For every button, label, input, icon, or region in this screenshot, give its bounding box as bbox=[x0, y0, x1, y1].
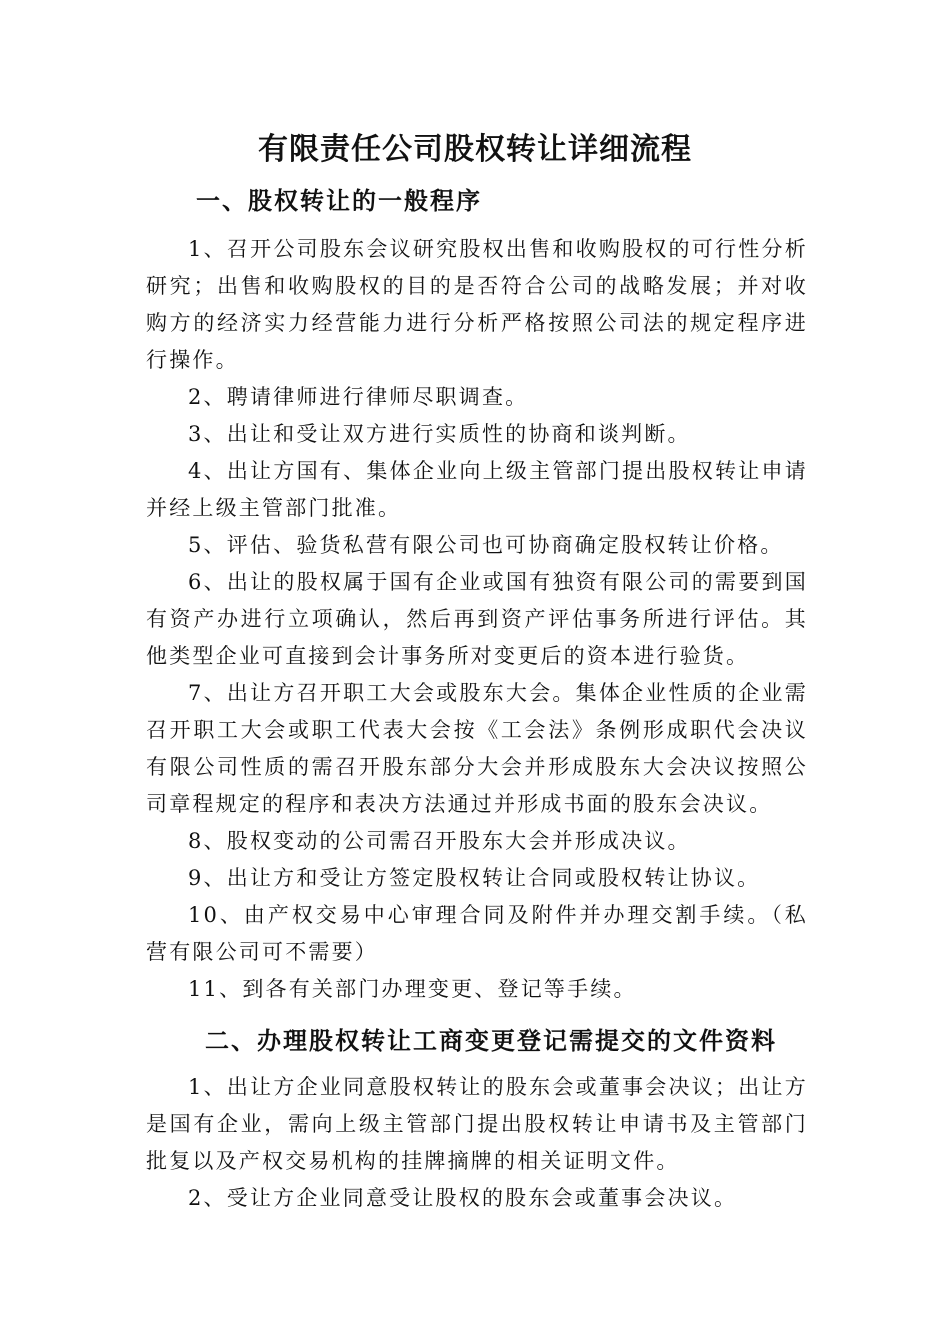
section-2-body bbox=[146, 1069, 808, 1217]
document-title: 有限责任公司股权转让详细流程 bbox=[258, 132, 692, 167]
section-1-body bbox=[146, 231, 808, 1008]
paragraph: 8、股权变动的公司需召开股东大会并形成决议。 bbox=[188, 829, 691, 853]
paragraph: 5、评估、验货私营有限公司也可协商确定股权转让价格。 bbox=[188, 533, 784, 557]
paragraph: 3、出让和受让双方进行实质性的协商和谈判断。 bbox=[188, 422, 691, 446]
paragraph: 10、由产权交易中心审理合同及附件并办理交割手续。（私营有限公司可不需要） bbox=[146, 903, 808, 964]
section-2-heading: 二、办理股权转让工商变更登记需提交的文件资料 bbox=[205, 1027, 777, 1055]
paragraph: 1、召开公司股东会议研究股权出售和收购股权的可行性分析研究；出售和收购股权的目的是否符合公司的战略发展；并对收购方的经济实力经营能力进行分析严格按照公司法的规定程序进行操作。 bbox=[146, 237, 808, 372]
paragraph: 11、到各有关部门办理变更、登记等手续。 bbox=[188, 977, 637, 1001]
paragraph: 1、出让方企业同意股权转让的股东会或董事会决议；出让方是国有企业，需向上级主管部门提出股权转让申请书及主管部门批复以及产权交易机构的挂牌摘牌的相关证明文件。 bbox=[146, 1075, 808, 1173]
paragraph: 7、出让方召开职工大会或股东大会。集体企业性质的企业需召开职工大会或职工代表大会按《工会法》条例形成职代会决议有限公司性质的需召开股东部分大会并形成股东大会决议按照公司章程规定的程序和表决方法通过并形成书面的股东会决议。 bbox=[146, 681, 808, 816]
paragraph: 2、聘请律师进行律师尽职调查。 bbox=[188, 385, 529, 409]
paragraph: 4、出让方国有、集体企业向上级主管部门提出股权转让申请并经上级主管部门批准。 bbox=[146, 459, 808, 520]
paragraph: 9、出让方和受让方签定股权转让合同或股权转让协议。 bbox=[188, 866, 761, 890]
paragraph: 6、出让的股权属于国有企业或国有独资有限公司的需要到国有资产办进行立项确认，然后再到资产评估事务所进行评估。其他类型企业可直接到会计事务所对变更后的资本进行验货。 bbox=[146, 570, 808, 668]
section-1-heading: 一、股权转让的一般程序 bbox=[196, 187, 482, 215]
paragraph: 2、受让方企业同意受让股权的股东会或董事会决议。 bbox=[188, 1186, 738, 1210]
